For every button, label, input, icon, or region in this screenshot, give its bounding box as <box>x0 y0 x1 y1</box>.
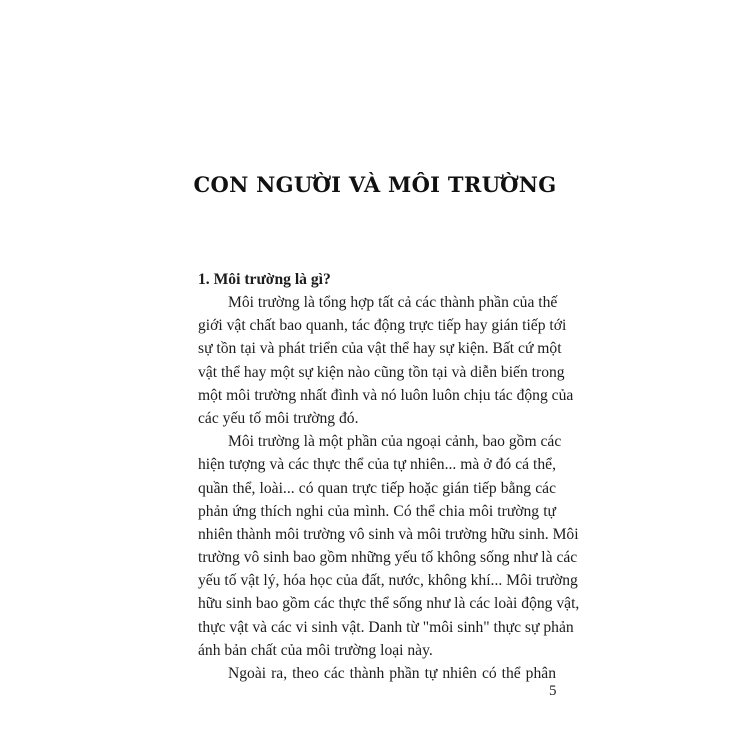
text-line: Môi trường là tổng hợp tất cả các thành phần của thế <box>228 294 558 311</box>
paragraph-1 <box>198 291 574 430</box>
text-line: yếu tố vật lý, hóa học của đất, nước, không khí... Môi trường <box>198 572 578 590</box>
paragraph-2 <box>198 430 580 662</box>
text-line: thực vật và các vi sinh vật. Danh từ "môi sinh" thực sự phản <box>198 618 574 636</box>
text-line: sự tồn tại và phát triển của vật thể hay sự kiện. Bất cứ một <box>198 340 562 358</box>
text-line: nhiên thành môi trường vô sinh và môi trường hữu sinh. Môi <box>198 525 579 543</box>
text-line: trường vô sinh bao gồm những yếu tố không sống như là các <box>198 549 578 567</box>
text-line: Ngoài ra, theo các thành phần tự nhiên có thể phân <box>228 665 556 682</box>
chapter-title: CON NGƯỜI VÀ MÔI TRƯỜNG <box>193 172 557 197</box>
page-number: 5 <box>549 683 557 699</box>
text-line: vật thể hay một sự kiện nào cũng tồn tại và diễn biến trong <box>198 363 565 381</box>
text-line: hiện tượng và các thực thể của tự nhiên... mà ở đó cá thể, <box>198 456 556 474</box>
section-heading: 1. Môi trường là gì? <box>198 271 331 288</box>
text-line: một môi trường nhất đình và nó luôn luôn chịu tác động của <box>198 386 574 404</box>
text-line: phản ứng thích nghi của mình. Có thể chia môi trường tự <box>198 502 556 520</box>
text-line: ánh bản chất của môi trường loại này. <box>198 641 433 659</box>
text-line: quần thể, loài... có quan trực tiếp hoặc gián tiếp bằng các <box>198 479 556 497</box>
paragraph-3 <box>198 662 556 685</box>
text-line: Môi trường là một phần của ngoại cảnh, bao gồm các <box>228 433 562 451</box>
text-line: hữu sinh bao gồm các thực thể sống như là các loài động vật, <box>198 595 580 613</box>
page-body <box>198 268 580 685</box>
text-line: các yếu tố môi trường đó. <box>198 409 359 427</box>
text-line: giới vật chất bao quanh, tác động trực tiếp hay gián tiếp tới <box>198 317 567 335</box>
